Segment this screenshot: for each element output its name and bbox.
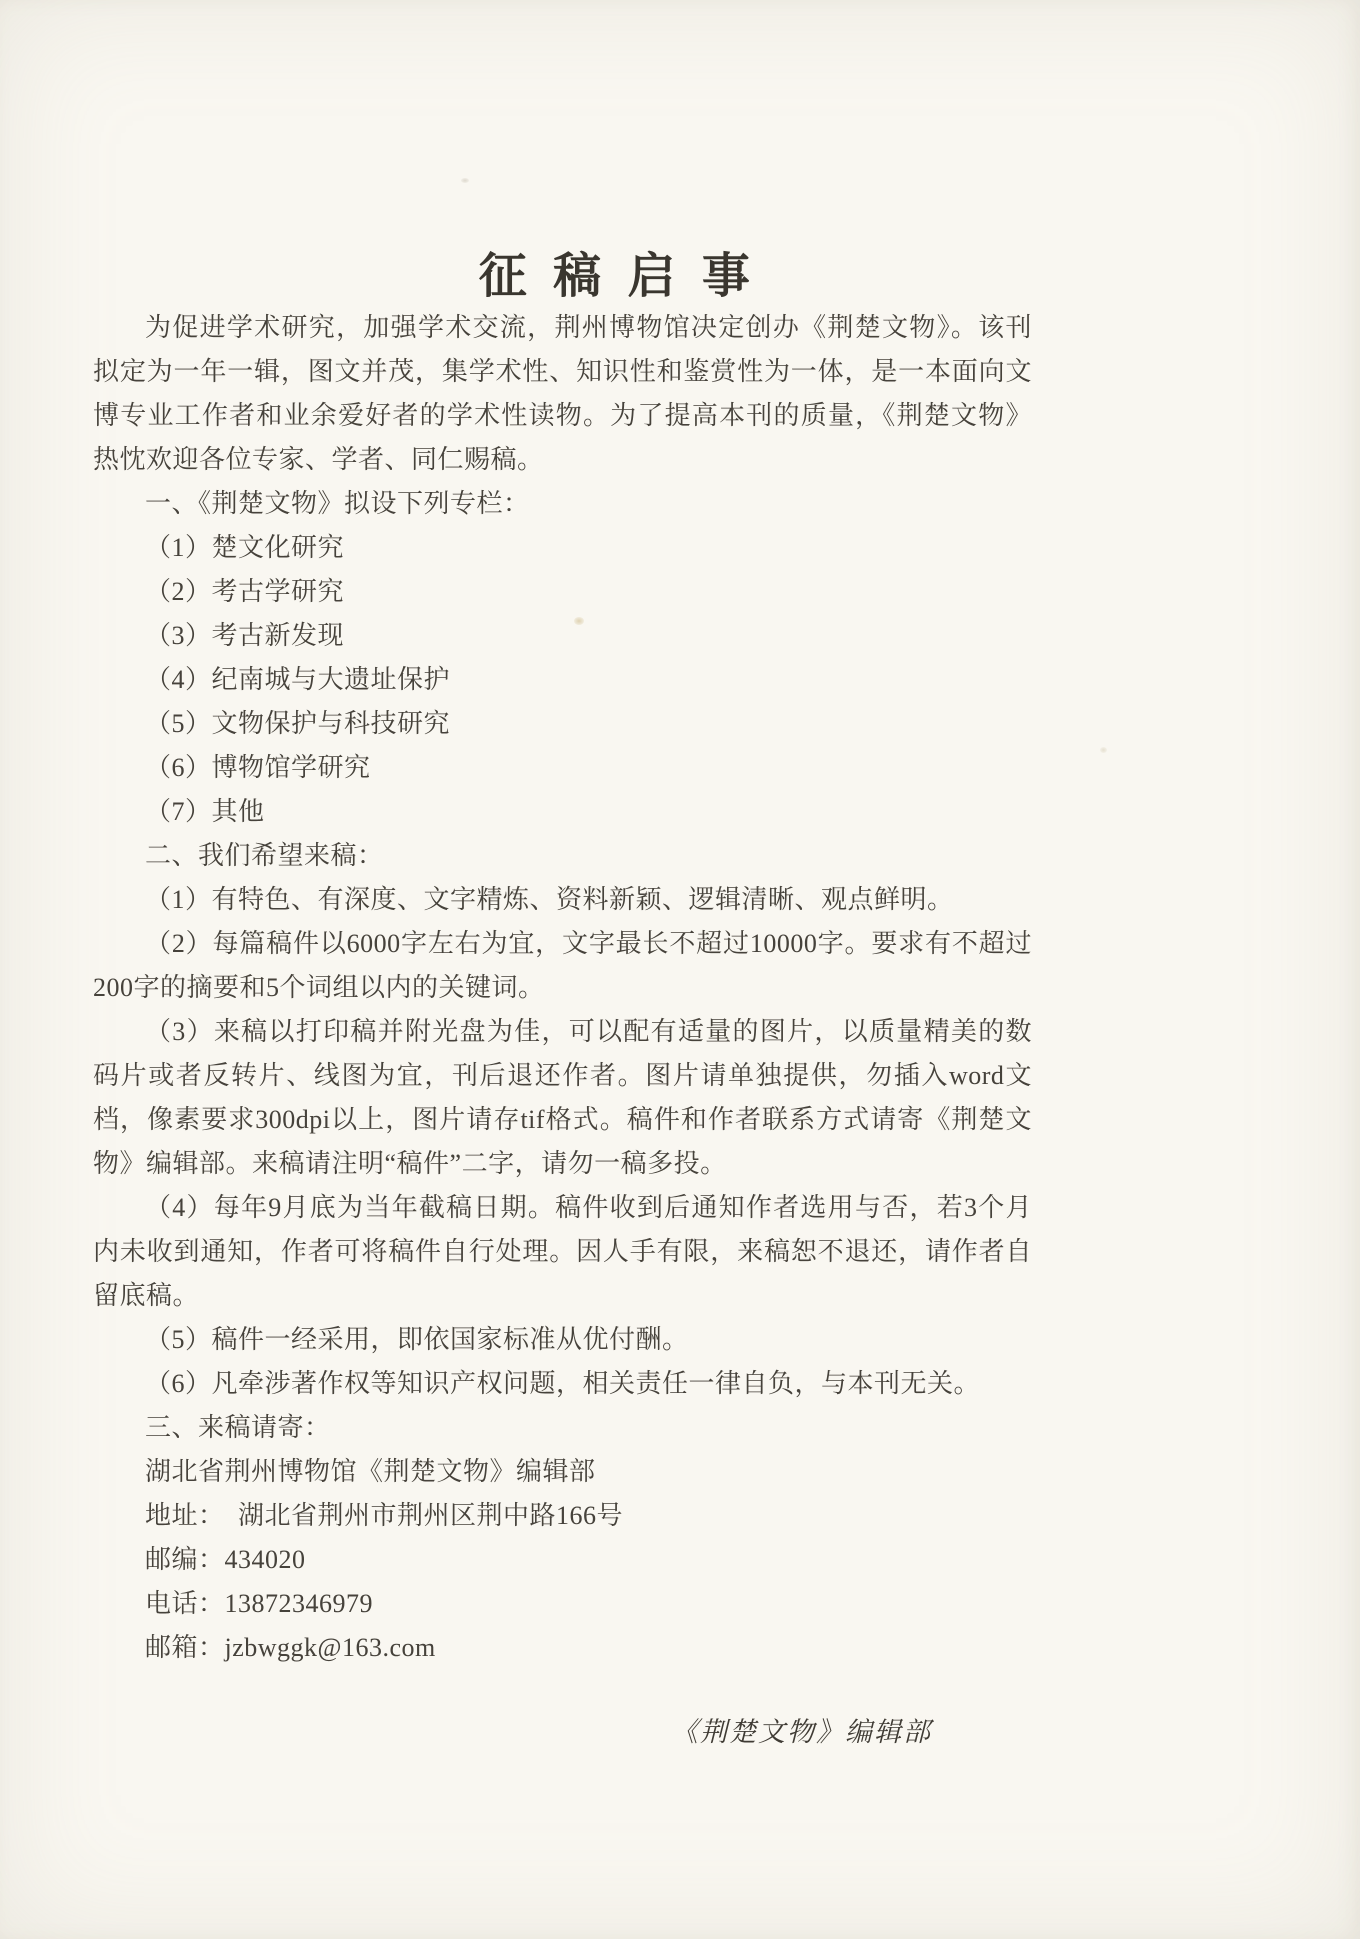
contact-line-email: 邮箱：jzbwggk@163.com — [145, 1633, 436, 1662]
list-item: （1）楚文化研究 — [145, 533, 345, 562]
contact-line-postcode: 邮编：434020 — [145, 1545, 306, 1574]
section-heading: 一、《荆楚文物》拟设下列专栏： — [145, 489, 530, 518]
contact-line-phone: 电话：13872346979 — [145, 1589, 374, 1618]
list-item: （6）博物馆学研究 — [145, 753, 371, 782]
page-content — [93, 0, 1032, 1752]
list-item: （2）考古学研究 — [145, 577, 345, 606]
list-item: （7）其他 — [145, 797, 265, 826]
intro-paragraph: 为促进学术研究，加强学术交流，荆州博物馆决定创办《荆楚文物》。该刊拟定为一年一辑，图文并茂，集学术性、知识性和鉴赏性为一体，是一本面向文博专业工作者和业余爱好者的学术性读物。为了提高本刊的质量，《荆楚文物》热忱欢迎各位专家、学者、同仁赐稿。 — [93, 313, 1032, 474]
list-item: （6）凡牵涉著作权等知识产权问题，相关责任一律自负，与本刊无关。 — [145, 1369, 981, 1398]
list-item: （4）纪南城与大遗址保护 — [145, 665, 451, 694]
list-item: （4）每年9月底为当年截稿日期。稿件收到后通知作者选用与否，若3个月内未收到通知，作者可将稿件自行处理。因人手有限，来稿恕不退还，请作者自留底稿。 — [93, 1193, 1032, 1310]
list-item: （1）有特色、有深度、文字精炼、资料新颖、逻辑清晰、观点鲜明。 — [145, 885, 954, 914]
section-heading: 二、我们希望来稿： — [145, 841, 384, 870]
page-title: 征稿启事 — [478, 250, 777, 303]
list-item: （2）每篇稿件以6000字左右为宜，文字最长不超过10000字。要求有不超过200字的摘要和5个词组以内的关键词。 — [93, 929, 1032, 1002]
list-item: （3）考古新发现 — [145, 621, 345, 650]
contact-line: 湖北省荆州博物馆《荆楚文物》编辑部 — [145, 1457, 596, 1486]
list-item: （3）来稿以打印稿并附光盘为佳，可以配有适量的图片，以质量精美的数码片或者反转片、线图为宜，刊后退还作者。图片请单独提供，勿插入word文档，像素要求300dpi以上，图片请存tif格式。稿件和作者联系方式请寄《荆楚文物》编辑部。来稿请注明“稿件”二字，请勿一稿多投。 — [93, 1017, 1032, 1178]
contact-line-address: 地址： 湖北省荆州市荆州区荆中路166号 — [145, 1501, 624, 1530]
section-column-list — [93, 482, 1032, 834]
section-heading: 三、来稿请寄： — [145, 1413, 331, 1442]
list-item: （5）稿件一经采用，即依国家标准从优付酬。 — [145, 1325, 689, 1354]
list-item: （5）文物保护与科技研究 — [145, 709, 451, 738]
signature: 《荆楚文物》编辑部 — [671, 1717, 932, 1747]
scan-speck — [1100, 747, 1107, 753]
section-submission-guidelines — [93, 834, 1032, 1406]
section-contact — [93, 1406, 1032, 1670]
